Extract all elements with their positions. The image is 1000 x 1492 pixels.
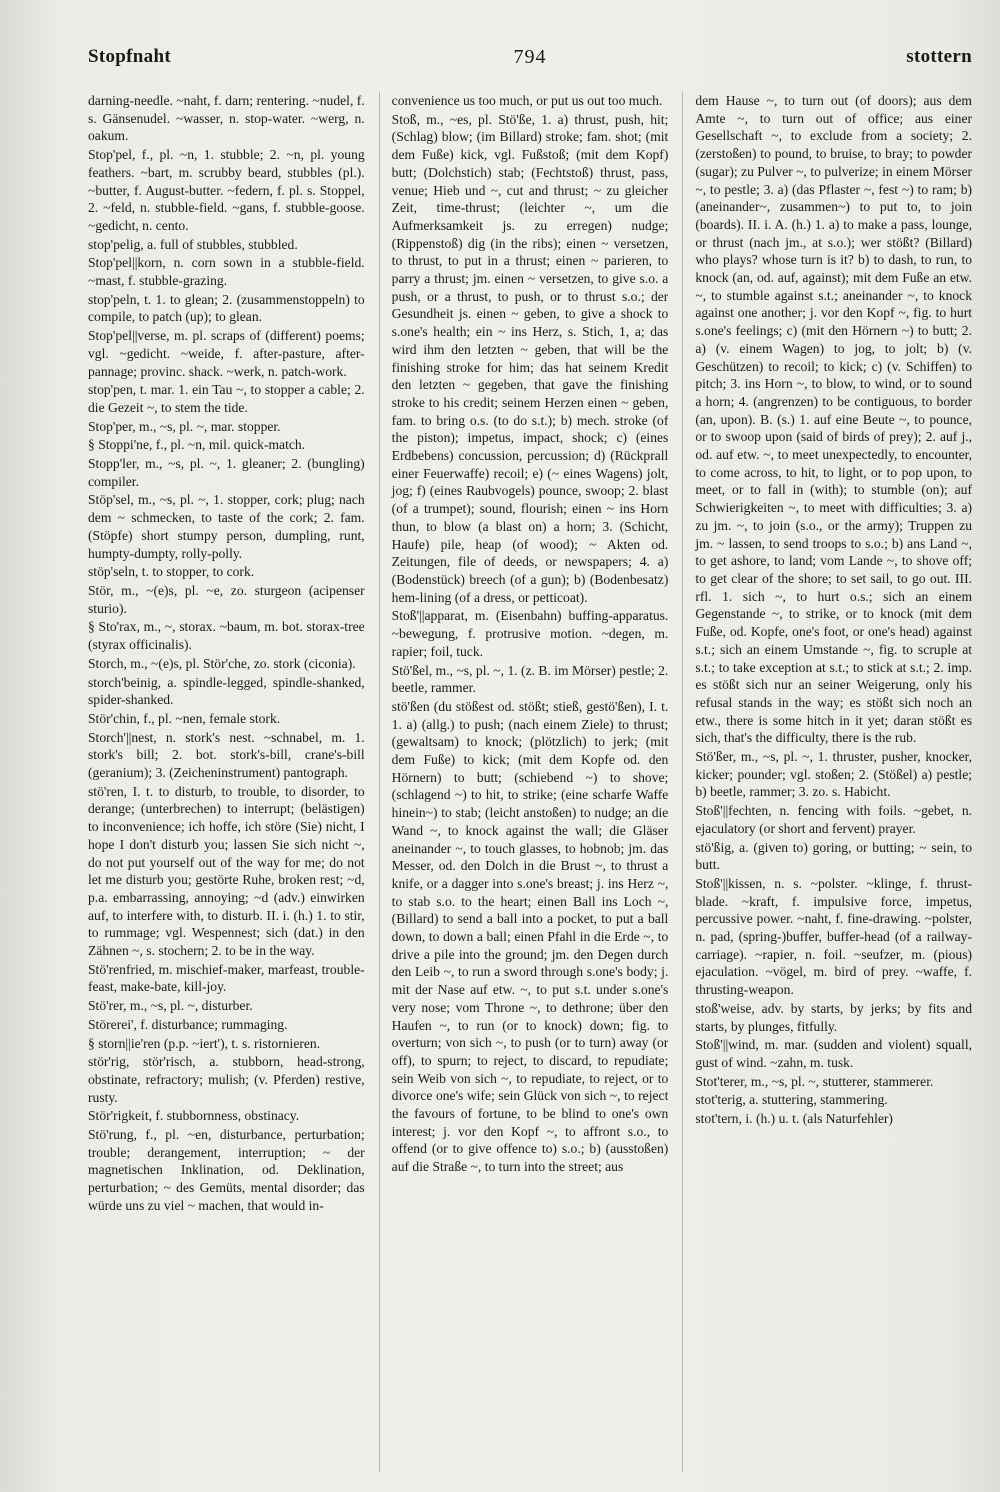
dictionary-entry: Stoß'||fechten, n. fencing with foils. ~gebet, n. ejaculatory (or short and fervent) prayer.	[695, 803, 973, 836]
dictionary-entry: § storn||ie'ren (p.p. ~iert'), t. s. ristornieren.	[88, 1035, 321, 1051]
dictionary-entry: Stör'chin, f., pl. ~nen, female stork.	[88, 710, 281, 726]
right-running-headword: stottern	[906, 46, 972, 67]
dictionary-entry: stö'ßig, a. (given to) goring, or butting; ~ sein, to butt.	[695, 839, 973, 873]
left-running-headword: Stopfnaht	[88, 46, 171, 67]
dictionary-entry: § Sto'rax, m., ~, storax. ~baum, m. bot. storax-tree (styrax officinalis).	[88, 619, 365, 653]
dictionary-entry: Stop'pel||verse, m. pl. scraps of (different) poems; vgl. ~gedicht. ~weide, f. after-pasture, after-pannage; provinc. shack. ~werk, n. patch-work.	[88, 328, 365, 379]
dictionary-entry: Stoß'||kissen, n. s. ~polster. ~klinge, f. thrust-blade. ~kraft, f. impulsive force, impetus, percussive power. ~naht, f. fine-drawing. ~polster, n. pad, (spring-)buffer, buffer-head (of a railway-carriage). ~rapier, n. foil. ~seufzer, m. (pious) ejaculation. ~vögel, m. bird of prey. ~waffe, f. thrusting-weapon.	[695, 875, 973, 998]
dictionary-entry: Stö'renfried, m. mischief-maker, marfeast, trouble-feast, make-bate, kill-joy.	[88, 961, 365, 995]
dictionary-entry: stö'ßen (du stößest od. stößt; stieß, gestö'ßen), I. t. 1. a) (allg.) to push; (nach einem Ziele) to thrust; (gewaltsam) to knock; (plötzlich) to jerk; (mit dem Fuße) to kick; (mit dem Kopfe od. den Hörnern) to butt; (schiebend ~) to shove; (schlagend ~) to hit, to strike; (eine scharfe Waffe hinein~) to stab; (leicht anstoßen) to nudge; an die Wand ~, to knock against the wall; die Gläser aneinander ~, to touch glasses, to hobnob; jm. das Messer, od. den Dolch in die Brust ~, to thrust a knife, or a dagger into s.one's breast; j. ins Herz ~, to stab s.o. to the heart; einen Ball ins Loch ~, (Billard) to send a ball into a pocket, to put a ball down, to down a ball; einen Pfahl in die Erde ~, to drive a pile into the ground; jm. den Degen durch den Leib ~, to run a sword through s.one's body; j. mit der Nase auf etw. ~, to put s.t. under s.one's very nose; vom Throne ~, to dethrone; über den Haufen ~, to run (or to knock) down; fig. to overturn; von sich ~, to push (or to turn) away (or off), to spurn; to reject, to discard, to repudiate; sein Weib von sich ~, to repudiate, to reject, or to divorce one's wife; sein Glück von sich ~, to reject the favours of fortune, to be blind to one's own interest; j. vor den Kopf ~, to affront s.o., to offend (or to give offence to) s.o.; b) (ausstoßen) auf die Straße ~, to turn into the street; aus	[391, 698, 669, 1175]
dictionary-entry: stoß'weise, adv. by starts, by jerks; by fits and starts, by plunges, fitfully.	[695, 1000, 973, 1034]
dictionary-entry: stop'peln, t. 1. to glean; 2. (zusammenstoppeln) to compile, to patch (up); to glean.	[88, 291, 365, 325]
dictionary-entry: dem Hause ~, to turn out (of doors); aus dem Amte ~, to turn out of office; aus einer Gesellschaft ~, to exclude from a society; 2. (zerstoßen) to pound, to bruise, to bray; to powder (sugar); zu Pulver ~, to pulverize; in einem Mörser ~, to pestle; 3. a) (das Pflaster ~, fest ~) to ram; b) (aneinander~, zusammen~) to put to, to join (boards). II. i. A. (h.) 1. a) to make a pass, lounge, or thrust (nach jm., at s.o.); wer stößt? (Billard) who plays? whose turn is it? b) to dash, to run, to knock (an, od. auf, against); mit dem Fuße an etw. ~, to stumble against s.t.; aneinander ~, to knock against one another; j. vor den Kopf ~, fig. to hurt s.one's feelings; c) (mit den Hörnern ~) to butt; 2. a) (v. einem Wagen) to jog, to jolt; b) (v. Geschützen) to recoil; to kick; c) (v. Schiffen) to pitch; 3. ins Horn ~, to blow, to wind, or to sound a horn; 4. (angrenzen) to be contiguous, to border (an, upon). B. (s.) 1. auf eine Beute ~, to pounce, or to swoop upon (said of birds of prey); 2. auf j., od. auf etw. ~, to meet unexpectedly, to encounter, to come across, to hit, to light, or to pop upon, to meet, or to fall in (with); to stumble (on); auf Schwierigkeiten ~, to meet with difficulties; 3. a) zu jm. ~, to join (s.o., or the army); Truppen zu jm. ~ lassen, to send troops to s.o.; b) ans Land ~, to get ashore, to land; vom Lande ~, to shove off; to get clear of the shore; to set sail, to go out. III. rfl. 1. sich ~, to hurt o.s.; sich an einem Gegenstande ~, to strike, or to knock (mit dem Fuße, od. Kopfe, one's foot, or one's head) against s.t.; sich an einem Umstande ~, fig. to scruple at s.t.; to take exception at s.t.; to stick at s.t.; 2. imp. es stößt sich nur an seiner Weigerung, only his refusal stands in the way; es stößt sich noch an etw., there is some hitch in it yet; daran stößt es sich, that's the difficulty, there is the rub.	[695, 93, 973, 746]
dictionary-entry: Stö'rer, m., ~s, pl. ~, disturber.	[88, 998, 253, 1014]
column-middle	[379, 92, 669, 1472]
dictionary-entry: stöp'seln, t. to stopper, to cork.	[88, 564, 255, 580]
dictionary-entry: darning-needle. ~naht, f. darn; rentering. ~nudel, f. s. Gänsenudel. ~wasser, n. stop-water. ~werg, n. oakum.	[88, 93, 365, 144]
dictionary-entry: convenience us too much, or put us out too much.	[391, 93, 663, 108]
dictionary-entry: Störerei', f. disturbance; rummaging.	[88, 1016, 288, 1032]
page-header	[88, 40, 972, 80]
text-columns	[88, 92, 972, 1472]
dictionary-entry: Stoß, m., ~es, pl. Stö'ße, 1. a) thrust, push, hit; (Schlag) blow; (im Billard) stroke; fam. shot; (mit dem Fuße) kick, vgl. Fußstoß; (mit dem Kopf) butt; (Dolchstich) stab; (Fechtstoß) thrust, pass, venue; Hieb und ~, cut and thrust; ~ zu gleicher Zeit, time-thrust; (leichter ~, um die Aufmerksamkeit js. zu erregen) nudge; (Rippenstoß) dig (in the ribs); einen ~ versetzen, to thrust, to put in a thrust; einen ~ parieren, to parry a thrust; jm. einen ~ versetzen, to give s.o. a push, or a thrust, to push, or to thrust s.o.; der Gesundheit js. einen ~ geben, to give a shock to s.one's health; ein ~ ins Herz, s. Stich, 1, a; das wird ihm den letzten ~ geben, that will be the finishing stroke for him; das hat seinem Kredit den letzten ~ gegeben, that gave the finishing stroke to his credit; seinem Herzen einen ~ geben, fam. to bring o.s. (to do s.t.); b) mech. stroke (of the piston); impetus, impact, shock; c) (eines Erdbebens) concussion, percussion; d) (Rückprall einer Feuerwaffe) recoil; e) (~ eines Wagens) jolt, jog; f) (eines Raubvogels) pounce, swoop; 2. blast (of a trumpet); sound, flourish; einen ~ ins Horn thun, to blow (a blast on) a horn; 3. (Schicht, Haufe) pile, heap (of wood); ~ Akten od. Zeitungen, file of deeds, or newspapers; 4. a) (Bodenstück) breech (of a gun); b) (Bodenbesatz) hem-lining (of a dress, or petticoat).	[391, 111, 669, 605]
page-number: 794	[513, 46, 547, 68]
dictionary-entry: stot'terig, a. stuttering, stammering.	[695, 1092, 888, 1108]
dictionary-entry: stot'tern, i. (h.) u. t. (als Naturfehler)	[695, 1111, 893, 1127]
dictionary-entry: Stop'pel||korn, n. corn sown in a stubble-field. ~mast, f. stubble-grazing.	[88, 255, 365, 289]
dictionary-entry: § Stoppi'ne, f., pl. ~n, mil. quick-match.	[88, 437, 306, 453]
dictionary-entry: storch'beinig, a. spindle-legged, spindle-shanked, spider-shanked.	[88, 674, 365, 708]
dictionary-entry: Stö'ßer, m., ~s, pl. ~, 1. thruster, pusher, knocker, kicker; pounder; vgl. stoßen; 2. (Stößel) a) pestle; b) beetle, rammer; 3. zo. s. Habicht.	[695, 749, 973, 800]
dictionary-entry: stö'ren, I. t. to disturb, to trouble, to disorder, to derange; (unterbrechen) to interrupt; (belästigen) to inconvenience; ich hoffe, ich störe (Sie) nicht, I hope I don't disturb you; lassen Sie sich nicht ~, do not put yourself out of the way for me; do not let me disturb you; gestörte Ruhe, broken rest; ~d, p.a. embarrassing, annoying; ~d (adv.) einwirken auf, to interfere with, to disturb. II. i. (h.) 1. to stir, to rummage; vgl. Wespennest; sich (dat.) in den Zähnen ~, s. stochern; 2. to be in the way.	[88, 783, 365, 959]
dictionary-entry: stop'pen, t. mar. 1. ein Tau ~, to stopper a cable; 2. die Gezeit ~, to stem the tide.	[88, 382, 365, 415]
dictionary-entry: stop'pelig, a. full of stubbles, stubbled.	[88, 236, 298, 252]
dictionary-entry: Stör'rigkeit, f. stubbornness, obstinacy.	[88, 1108, 300, 1124]
dictionary-entry: Stör, m., ~(e)s, pl. ~e, zo. sturgeon (acipenser sturio).	[88, 582, 365, 616]
column-right	[682, 92, 972, 1472]
dictionary-entry: Stopp'ler, m., ~s, pl. ~, 1. gleaner; 2. (bungling) compiler.	[88, 456, 365, 489]
dictionary-entry: Stoß'||wind, m. mar. (sudden and violent) squall, gust of wind. ~zahn, m. tusk.	[695, 1037, 973, 1070]
dictionary-entry: stör'rig, stör'risch, a. stubborn, head-strong, obstinate, refractory; mulish; (v. Pferden) restive, rusty.	[88, 1054, 365, 1105]
dictionary-entry: Stop'per, m., ~s, pl. ~, mar. stopper.	[88, 418, 281, 434]
dictionary-entry: Storch, m., ~(e)s, pl. Stör'che, zo. stork (ciconia).	[88, 655, 356, 671]
column-left	[88, 92, 365, 1472]
dictionary-entry: Stöp'sel, m., ~s, pl. ~, 1. stopper, cork; plug; nach dem ~ schmecken, to taste of the cork; 2. fam. (Stöpfe) short stumpy person, dumpling, runt, humpty-dumpty, rolly-polly.	[88, 492, 365, 561]
dictionary-entry: Stö'rung, f., pl. ~en, disturbance, perturbation; trouble; derangement, interruption; ~ der magnetischen Inklination, od. Deklination, perturbation; ~ des Gemüts, mental disorder; das würde uns zu viel ~ machen, that would in-	[88, 1127, 365, 1213]
dictionary-entry: Storch'||nest, n. stork's nest. ~schnabel, m. 1. stork's bill; 2. bot. stork's-bill, crane's-bill (geranium); 3. (Zeicheninstrument) pantograph.	[88, 729, 365, 781]
dictionary-entry: Stoß'||apparat, m. (Eisenbahn) buffing-apparatus. ~bewegung, f. protrusive motion. ~degen, m. rapier; foil, tuck.	[391, 608, 669, 659]
dictionary-entry: Stop'pel, f., pl. ~n, 1. stubble; 2. ~n, pl. young feathers. ~bart, m. scrubby beard, stubbles (pl.). ~butter, f. August-butter. ~federn, f. pl. s. Stoppel, 2. ~feld, n. stubble-field. ~gans, f. stubble-goose. ~gedicht, n. cento.	[88, 147, 365, 233]
dictionary-entry: Stö'ßel, m., ~s, pl. ~, 1. (z. B. im Mörser) pestle; 2. beetle, rammer.	[391, 662, 669, 696]
dictionary-entry: Stot'terer, m., ~s, pl. ~, stutterer, stammerer.	[695, 1073, 934, 1089]
